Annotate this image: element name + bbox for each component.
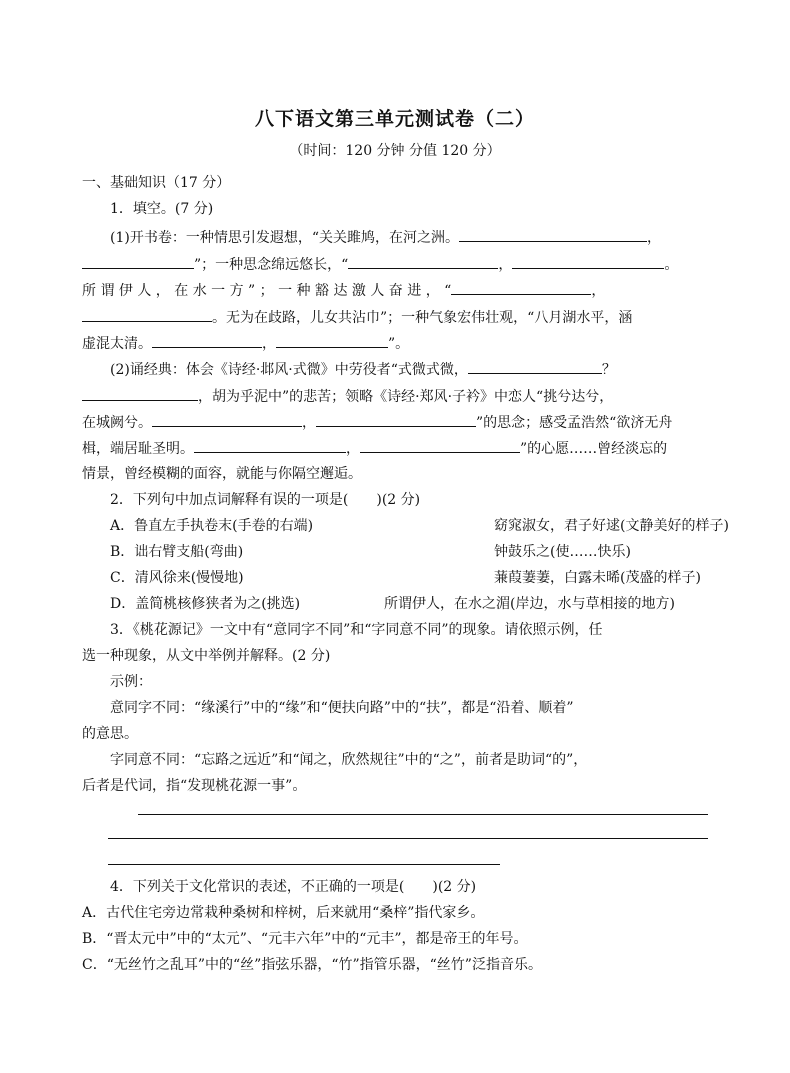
answer-blank[interactable]: [360, 439, 520, 453]
q1-text: ”；一种思念绵远悠长，“: [194, 257, 349, 273]
q1-text: 虚混太清。: [82, 336, 152, 352]
example-label: 示例：: [110, 674, 152, 690]
option-left: D．盖简桃核修狭者为之(挑选): [110, 596, 301, 612]
option-left: B．诎右臂支船(弯曲): [110, 544, 244, 560]
answer-blank[interactable]: [82, 387, 198, 401]
answer-blank[interactable]: [316, 413, 476, 427]
answer-blank[interactable]: [512, 255, 664, 269]
answer-blank[interactable]: [348, 255, 498, 269]
q1-part2-line4: [82, 439, 714, 458]
punct: ，: [498, 257, 513, 273]
option-right: 钟鼓乐之(使……快乐): [494, 544, 631, 560]
q4-option-a[interactable]: A．古代住宅旁边常栽种桑树和梓树，后来就用“桑梓”指代家乡。: [82, 905, 485, 921]
option-right: 窈窕淑女，君子好逑(文静美好的样子): [494, 518, 729, 534]
q1-text: 所 谓 伊 人 ， 在 水 一 方 ” ； 一 种 豁 达 激 人 奋 进 ， “: [82, 283, 452, 299]
q1-part1-line1: [110, 228, 714, 247]
question-2-stem: 2．下列句中加点词解释有误的一项是( )(2 分): [110, 492, 421, 508]
punct: ？: [601, 362, 616, 378]
answer-blank[interactable]: [194, 439, 346, 453]
q1-part2-line2: [82, 387, 714, 406]
answer-blank[interactable]: [152, 413, 302, 427]
q1-text: ”的思念；感受孟浩然“欲济无舟: [476, 415, 673, 431]
answer-blank[interactable]: [468, 360, 602, 374]
answer-line[interactable]: [138, 814, 708, 815]
example-2-line1: 字同意不同：“忘路之远近”和“闻之，欣然规往”中的“之”，前者是助词“的”，: [110, 752, 588, 768]
page-title: 八下语文第三单元测试卷（二）: [254, 108, 535, 130]
q2-option-a[interactable]: [110, 517, 729, 535]
option-left: A．鲁直左手执卷末(手卷的右端): [110, 518, 314, 534]
q1-part1-line3: [82, 281, 714, 300]
question-3-stem-line1: 3．《桃花源记》一文中有“意同字不同”和“字同意不同”的现象。请依照示例，任: [110, 622, 603, 638]
answer-line[interactable]: [108, 864, 500, 865]
q1-text: 在城阙兮。: [82, 415, 152, 431]
exam-time-score: （时间：120 分钟 分值 120 分）: [289, 143, 501, 159]
q1-part1-line2: [82, 255, 714, 274]
q1-text: (2)诵经典：体会《诗经·邶风·式微》中劳役者“式微式微，: [110, 362, 468, 378]
q4-option-c[interactable]: C．“无丝竹之乱耳”中的“丝”指弦乐器，“竹”指管乐器，“丝竹”泛指音乐。: [82, 957, 542, 973]
answer-blank[interactable]: [82, 255, 194, 269]
punct: ，: [647, 230, 661, 246]
q1-text: 。无为在歧路，儿女共沾巾”；一种气象宏伟壮观，“八月湖水平，涵: [212, 310, 633, 326]
option-right: 所谓伊人，在水之湄(岸边，水与草相接的地方): [384, 596, 675, 612]
answer-blank[interactable]: [451, 281, 591, 295]
question-1-stem: 1．填空。(7 分): [110, 201, 214, 217]
answer-blank[interactable]: [276, 334, 388, 348]
question-4-stem: 4．下列关于文化常识的表述，不正确的一项是( )(2 分): [110, 879, 477, 895]
option-left: C．清风徐来(慢慢地): [110, 570, 244, 586]
q2-option-d[interactable]: [110, 595, 714, 613]
punct: ，: [346, 441, 360, 457]
answer-blank[interactable]: [459, 228, 647, 242]
punct: ”。: [388, 336, 410, 352]
question-3-stem-line2: 选一种现象，从文中举例并解释。(2 分): [82, 648, 331, 664]
punct: ，: [262, 336, 276, 352]
answer-blank[interactable]: [152, 334, 262, 348]
q1-part2-line5: 情景，曾经模糊的面容，就能与你隔空邂逅。: [82, 466, 362, 482]
q2-option-c[interactable]: [110, 569, 714, 587]
q1-text: ”的心愿……曾经淡忘的: [520, 441, 668, 457]
option-right: 蒹葭萋萋，白露未晞(茂盛的样子): [494, 570, 701, 586]
q1-text: (1)开书卷：一种情思引发遐想，“关关雎鸠，在河之洲。: [110, 230, 459, 246]
q1-part1-line4: [82, 308, 714, 327]
q1-text: ，胡为乎泥中”的悲苦；领略《诗经·郑风·子衿》中恋人“挑兮达兮，: [198, 389, 614, 405]
punct: ，: [591, 283, 606, 299]
q4-option-b[interactable]: B．“晋太元中”中的“太元”、“元丰六年”中的“元丰”，都是帝王的年号。: [82, 931, 528, 947]
q2-option-b[interactable]: [110, 543, 714, 561]
q1-text: 楫，端居耻圣明。: [82, 441, 194, 457]
answer-blank[interactable]: [82, 308, 212, 322]
q1-part2-line1: [110, 360, 714, 379]
example-1-line2: 的意思。: [82, 726, 138, 742]
q1-part1-line5: [82, 334, 714, 353]
punct: 。: [664, 257, 679, 273]
example-1-line1: 意同字不同：“缘溪行”中的“缘”和“便扶向路”中的“扶”，都是“沿着、顺着”: [110, 700, 574, 716]
punct: ，: [302, 415, 316, 431]
section-heading: 一、基础知识（17 分）: [82, 175, 231, 191]
example-2-line2: 后者是代词，指“发现桃花源一事”。: [82, 778, 307, 794]
answer-line[interactable]: [108, 838, 708, 839]
q1-part2-line3: [82, 413, 714, 432]
